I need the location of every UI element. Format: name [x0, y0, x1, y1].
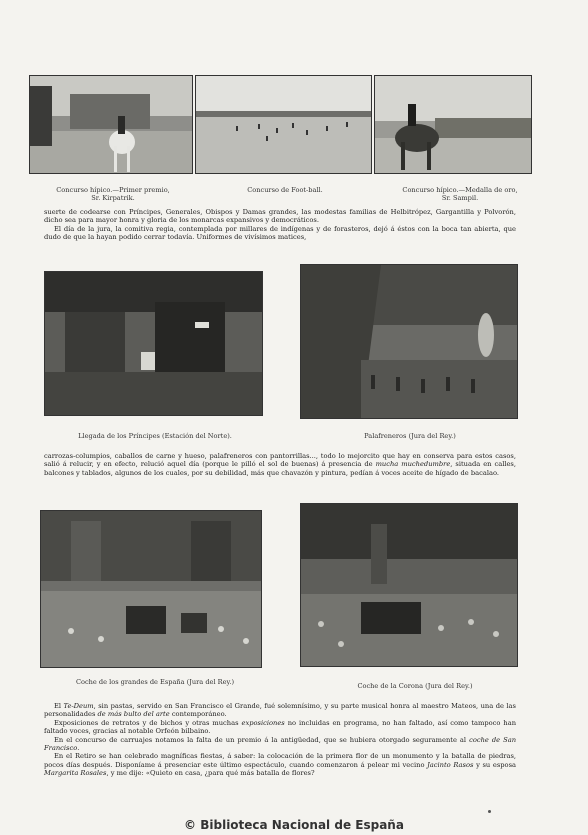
paragraph: suerte de codearse con Príncipes, Generales, Obispos y Damas grandes, las modestas familias de Helbitrópez, Gargantilla y Polvorón, dicho sea para mayor honra y gloria de los monarcas expansivos y democráticos. [44, 208, 516, 225]
caption-football: Concurso de Foot-ball. [247, 186, 323, 194]
caption-horse-show-gold-medal: Concurso hípico.—Medalla de oro, Sr. Sampil. [402, 186, 518, 202]
photo-horse-show-first-prize [29, 75, 193, 174]
caption-grooms: Palafreneros (Jura del Rey.) [364, 432, 456, 440]
library-watermark: © Biblioteca Nacional de España [184, 818, 404, 832]
photo-crown-coach [300, 503, 518, 667]
text-block-1 [44, 208, 516, 242]
photo-football-match [195, 75, 372, 174]
text-block-2 [44, 452, 516, 477]
paragraph: Exposiciones de retratos y de bichos y otras muchas exposiciones no incluidas en programa, no han faltado, así como tampoco han faltado voces, gracias al notable Orfeón bilbaino. [44, 718, 516, 736]
caption-crown-coach: Coche de la Corona (Jura del Rey.) [357, 682, 473, 690]
photo-princes-arrival [44, 271, 263, 416]
paragraph: El Te-Deum, sin pastas, servido en San Francisco el Grande, fué solemnísimo, y su parte musical honra al maestro Mateos, una de las personalidades de más bulto del arte contemporáneo. [44, 702, 516, 719]
paragraph: En el Retiro se han celebrado magníficas fiestas, á saber: la colocación de la primera flor de un monumento y la batalla de piedras, pocos días después. Disponíame á presenciar este último espectáculo, cuando comenzaron á pelear mi vecino Jacinto Rasos y su esposa Margarita Rosales, y me dije: «Quieto en casa, ¿para qué más batalla de flores? [44, 752, 517, 778]
caption-horse-show-first-prize: Concurso hípico.—Primer premio, Sr. Kirpatrik. [56, 186, 170, 202]
paragraph: En el concurso de carruajes notamos la falta de un premio á la antigüedad, que se hubiera otorgado seguramente al coche de San Francisco. [44, 735, 516, 753]
photo-grandees-coach [40, 510, 262, 668]
caption-grandees-coach: Coche de los grandes de España (Jura del Rey.) [75, 678, 235, 686]
paragraph: El día de la jura, la comitiva regia, contemplada por millares de indígenas y de forasteros, dejó á éstos con la boca tan abierta, que dudo de que la hayan podido cerrar todavía. Uniformes de vivísimos matices, [44, 224, 516, 242]
photo-grooms [300, 264, 518, 419]
caption-princes-arrival: Llegada de los Príncipes (Estación del Norte). [78, 432, 232, 440]
print-speck [488, 810, 491, 813]
text-block-3 [44, 702, 516, 778]
photo-horse-show-gold-medal [374, 75, 532, 174]
paragraph: carrozas-columpios, caballos de carne y hueso, palafreneros con pantorrillas..., todo lo mejorcito que hay en conserva para estos casos, salió á relucir, y en efecto, relució aquel día (porque le pilló el sol de buenas) á presencia de mucha muchedumbre, situada en calles, balcones y tablados, algunos de los cuales, por su debilidad, más que chavazón y pintura, pedían á voces aceite de hígado de bacalao. [44, 452, 516, 477]
